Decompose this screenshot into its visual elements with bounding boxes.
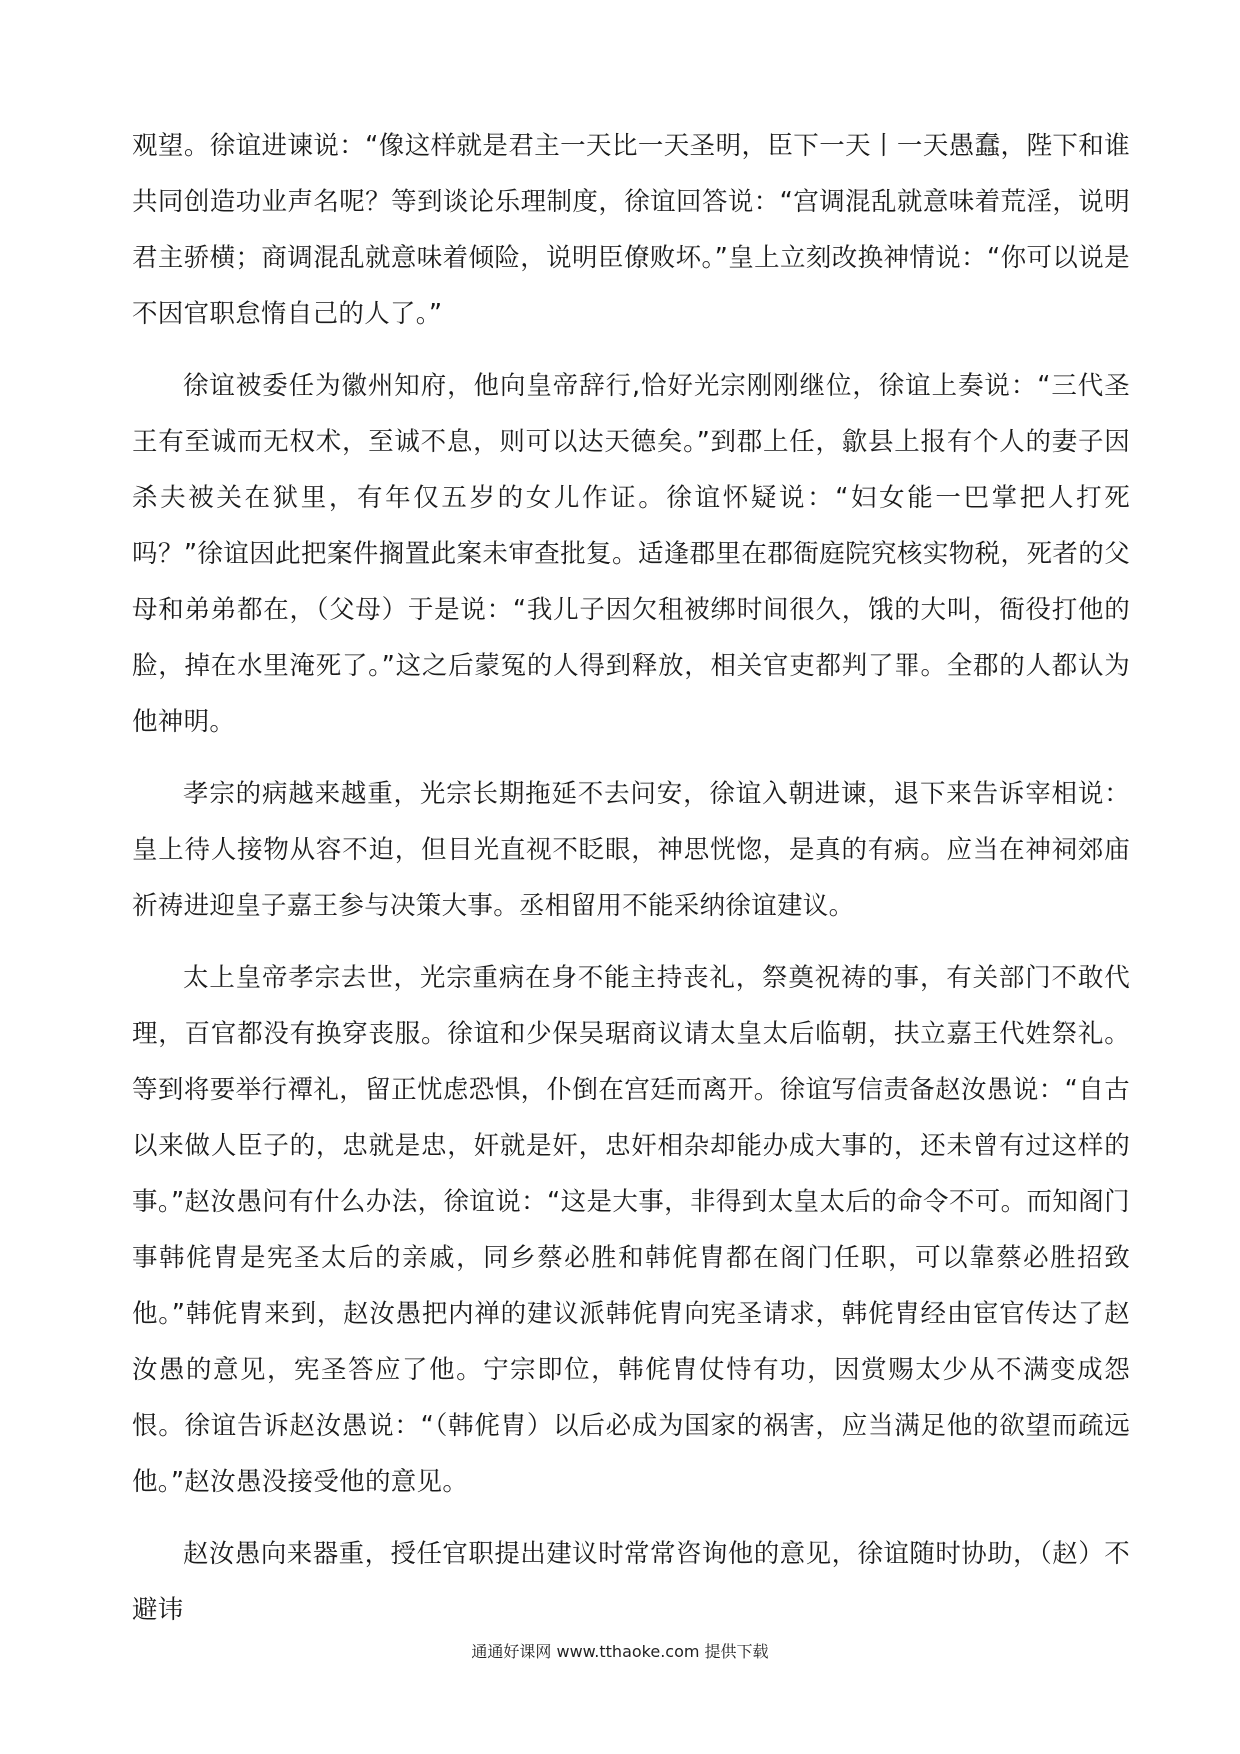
page-footer: 通通好课网 www.tthaoke.com 提供下载: [471, 1642, 769, 1661]
paragraph-2: 徐谊被委任为徽州知府，他向皇帝辞行,恰好光宗刚刚继位，徐谊上奏说：“三代圣王有至诚而无权术，至诚不息，则可以达天德矣。”到郡上任，歙县上报有个人的妻子因杀夫被关在狱里，有年仅五岁的女儿作证。徐谊怀疑说：“妇女能一巴掌把人打死吗？”徐谊因此把案件搁置此案未审查批复。适逢郡里在郡衙庭院究核实物税，死者的父母和弟弟都在，（父母）于是说：“我儿子因欠租被绑时间很久，饿的大叫，衙役打他的脸，掉在水里淹死了。”这之后蒙冤的人得到释放，相关官吏都判了罪。全郡的人都认为他神明。: [132, 371, 1130, 737]
paragraph-5: 赵汝愚向来器重，授任官职提出建议时常常咨询他的意见，徐谊随时协助，（赵）不避讳: [132, 1539, 1130, 1625]
paragraph-1: 观望。徐谊进谏说：“像这样就是君主一天比一天圣明，臣下一天丨一天愚蠢，陛下和谁共同创造功业声名呢？等到谈论乐理制度，徐谊回答说：“宫调混乱就意味着荒淫，说明君主骄横；商调混乱就意味着倾险，说明臣僚败坏。”皇上立刻改换神情说：“你可以说是不因官职怠惰自己的人了。”: [132, 131, 1130, 329]
paragraph-4: 太上皇帝孝宗去世，光宗重病在身不能主持丧礼，祭奠祝祷的事，有关部门不敢代理，百官都没有换穿丧服。徐谊和少保吴琚商议请太皇太后临朝，扶立嘉王代姓祭礼。等到将要举行禫礼，留正忧虑恐惧，仆倒在宫廷而离开。徐谊写信责备赵汝愚说：“自古以来做人臣子的，忠就是忠，奸就是奸，忠奸相杂却能办成大事的，还未曾有过这样的事。”赵汝愚问有什么办法，徐谊说：“这是大事，非得到太皇太后的命令不可。而知阁门事韩侂胄是宪圣太后的亲戚，同乡蔡必胜和韩侂胄都在阁门任职，可以靠蔡必胜招致他。”韩侂胄来到，赵汝愚把内禅的建议派韩侂胄向宪圣请求，韩侂胄经由宦官传达了赵汝愚的意见，宪圣答应了他。宁宗即位，韩侂胄仗恃有功，因赏赐太少从不满变成怨恨。徐谊告诉赵汝愚说：“（韩侂胄）以后必成为国家的祸害，应当满足他的欲望而疏远他。”赵汝愚没接受他的意见。: [132, 963, 1130, 1497]
paragraph-3: 孝宗的病越来越重，光宗长期拖延不去问安，徐谊入朝进谏，退下来告诉宰相说：皇上待人接物从容不迫，但目光直视不眨眼，神思恍惚，是真的有病。应当在神祠郊庙祈祷进迎皇子嘉王参与决策大事。丞相留用不能采纳徐谊建议。: [132, 779, 1130, 921]
document-body: [132, 118, 1130, 1654]
